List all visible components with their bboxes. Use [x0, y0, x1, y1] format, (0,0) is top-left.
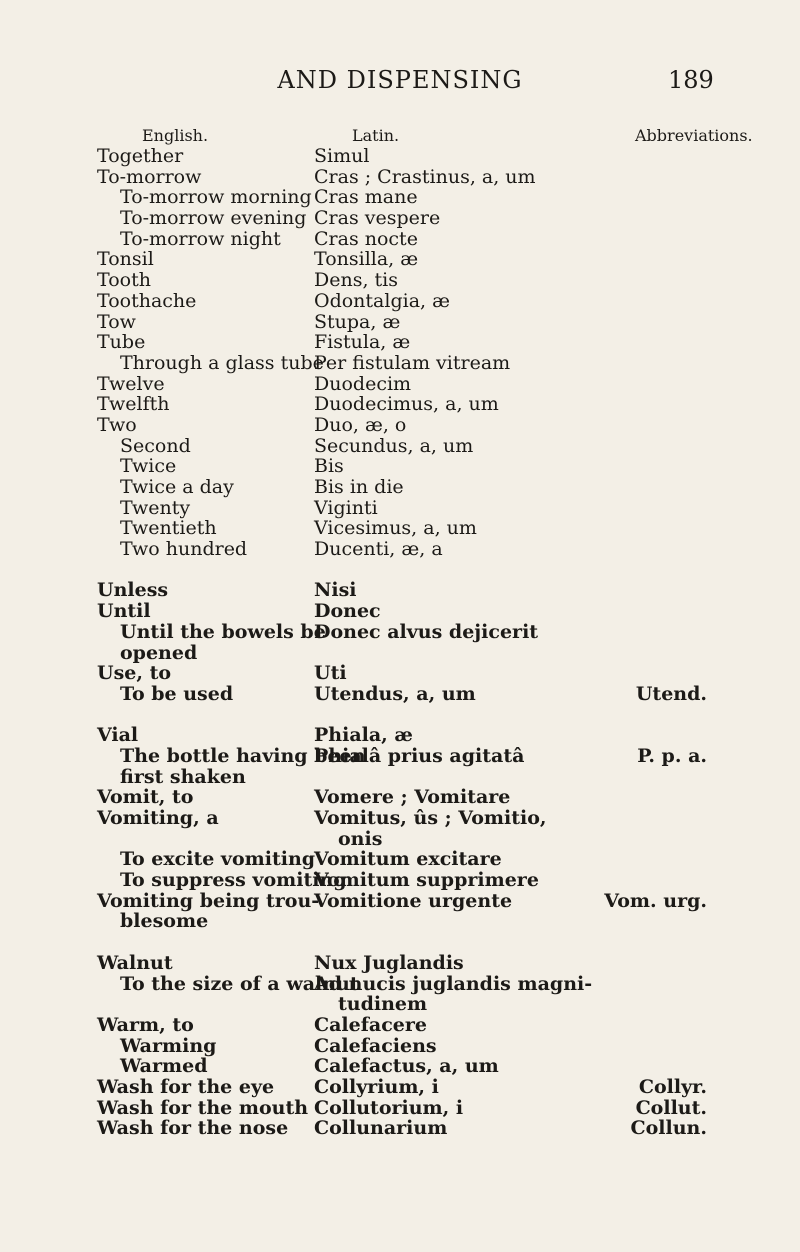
- english-term: Two hundred: [120, 538, 248, 561]
- english-term: first shaken: [120, 765, 246, 788]
- latin-term: Vomitus, ûs ; Vomitio,: [314, 807, 547, 829]
- latin-term: Dens, tis: [314, 269, 399, 292]
- english-term: Twelve: [97, 372, 165, 395]
- latin-term: Simul: [314, 145, 370, 167]
- latin-term: Vomitum excitare: [314, 848, 502, 871]
- english-term: Until the bowels be: [120, 620, 326, 643]
- abbreviation: Vom. urg.: [604, 889, 707, 912]
- table-row: [0, 663, 800, 684]
- latin-term: Tonsilla, æ: [314, 248, 419, 271]
- latin-term: Vomere ; Vomitare: [314, 786, 511, 809]
- table-row: [0, 187, 800, 208]
- table-row: [0, 249, 800, 270]
- table-row: [0, 498, 800, 519]
- english-term: Tow: [97, 310, 136, 333]
- english-term: Until: [97, 600, 151, 623]
- table-row: [0, 808, 800, 829]
- latin-term: tudinem: [338, 993, 428, 1016]
- abbreviation: Collut.: [635, 1096, 707, 1119]
- group-spacer: [0, 932, 800, 953]
- english-term: Twelfth: [97, 393, 170, 416]
- table-row: [0, 518, 800, 539]
- table-row: [0, 891, 800, 912]
- latin-term: onis: [338, 827, 383, 850]
- english-term: Twice: [120, 455, 177, 478]
- english-term: Vomiting, a: [97, 807, 219, 829]
- english-term: Together: [97, 145, 184, 167]
- abbreviation: Collun.: [630, 1117, 707, 1140]
- english-term: Tube: [97, 331, 146, 354]
- english-term: To-morrow: [97, 165, 202, 188]
- english-term: Unless: [97, 579, 169, 602]
- column-heading-latin: Latin.: [352, 126, 400, 145]
- table-row: [0, 1036, 800, 1057]
- table-row: [0, 787, 800, 808]
- table-row: [0, 332, 800, 353]
- vocabulary-table: [0, 146, 800, 1139]
- latin-term: Secundus, a, um: [314, 434, 474, 457]
- abbreviation: P. p. a.: [637, 744, 707, 767]
- table-row: [0, 291, 800, 312]
- english-term: Vomiting being trou-: [97, 889, 320, 912]
- latin-term: Uti: [314, 662, 347, 685]
- latin-term: Duodecimus, a, um: [314, 393, 499, 416]
- english-term: Tonsil: [97, 248, 154, 271]
- table-row: [0, 1118, 800, 1139]
- table-row: [0, 622, 800, 643]
- english-term: To-morrow evening: [120, 207, 307, 230]
- english-term: To suppress vomiting: [120, 869, 347, 892]
- table-row: [0, 849, 800, 870]
- english-term: Vial: [97, 724, 139, 747]
- table-row: [0, 270, 800, 291]
- english-term: Twenty: [120, 496, 191, 519]
- latin-term: Collunarium: [314, 1117, 448, 1140]
- table-row: [0, 456, 800, 477]
- column-heading-abbreviations: Abbreviations.: [635, 126, 753, 145]
- abbreviation: Collyr.: [638, 1075, 707, 1098]
- english-term: To excite vomiting: [120, 848, 316, 871]
- latin-term: Fistula, æ: [314, 331, 411, 354]
- table-row: [0, 312, 800, 333]
- table-row: [0, 1098, 800, 1119]
- latin-term: Vomitione urgente: [314, 889, 513, 912]
- english-term: To-morrow morning: [120, 186, 312, 209]
- english-term: Two: [97, 413, 137, 436]
- table-row: [0, 539, 800, 560]
- table-row: [0, 1077, 800, 1098]
- latin-term: Calefactus, a, um: [314, 1055, 499, 1078]
- english-term: Vomit, to: [97, 786, 194, 809]
- group-spacer: [0, 705, 800, 726]
- table-row: [0, 994, 800, 1015]
- english-term: Warmed: [120, 1055, 208, 1078]
- latin-term: Stupa, æ: [314, 310, 401, 333]
- english-term: The bottle having been: [120, 744, 366, 767]
- english-term: opened: [120, 641, 198, 664]
- table-row: [0, 353, 800, 374]
- english-term: Toothache: [97, 289, 197, 312]
- english-term: To the size of a walnut: [120, 972, 359, 995]
- latin-term: Phiala, æ: [314, 724, 413, 747]
- table-row: [0, 953, 800, 974]
- english-term: Wash for the mouth: [97, 1096, 309, 1119]
- table-row: [0, 974, 800, 995]
- latin-term: Cras nocte: [314, 227, 418, 250]
- latin-term: Bis in die: [314, 476, 404, 498]
- latin-term: Viginti: [314, 496, 378, 519]
- english-term: Warm, to: [97, 1013, 194, 1036]
- latin-term: Nux Juglandis: [314, 951, 464, 974]
- table-row: [0, 208, 800, 229]
- english-term: Twentieth: [120, 517, 217, 540]
- english-term: blesome: [120, 910, 209, 933]
- english-term: Warming: [120, 1034, 217, 1057]
- latin-term: Duo, æ, o: [314, 413, 407, 436]
- latin-term: Bis: [314, 455, 344, 478]
- table-row: [0, 643, 800, 664]
- running-title: AND DISPENSING: [277, 66, 523, 94]
- table-row: [0, 477, 800, 498]
- table-row: [0, 580, 800, 601]
- latin-term: Calefacere: [314, 1013, 427, 1036]
- latin-term: Donec: [314, 600, 381, 623]
- english-term: To be used: [120, 682, 234, 705]
- table-row: [0, 146, 800, 167]
- english-term: Use, to: [97, 662, 172, 685]
- page-header: [0, 66, 800, 98]
- latin-term: Per fistulam vitream: [314, 351, 511, 374]
- table-row: [0, 1056, 800, 1077]
- table-row: [0, 911, 800, 932]
- group-spacer: [0, 560, 800, 581]
- english-term: Twice a day: [120, 476, 234, 498]
- english-term: Walnut: [97, 951, 173, 974]
- table-row: [0, 601, 800, 622]
- latin-term: Donec alvus dejicerit: [314, 620, 539, 643]
- table-row: [0, 436, 800, 457]
- latin-term: Vomitum supprimere: [314, 869, 539, 892]
- table-row: [0, 725, 800, 746]
- latin-term: Nisi: [314, 579, 357, 602]
- latin-term: Collutorium, i: [314, 1096, 464, 1119]
- english-term: Through a glass tube: [120, 351, 324, 374]
- latin-term: Utendus, a, um: [314, 682, 476, 705]
- table-row: [0, 167, 800, 188]
- english-term: Tooth: [97, 269, 151, 292]
- latin-term: Calefaciens: [314, 1034, 437, 1057]
- latin-term: Collyrium, i: [314, 1075, 439, 1098]
- english-term: Wash for the eye: [97, 1075, 275, 1098]
- latin-term: Cras mane: [314, 186, 418, 209]
- table-row: [0, 767, 800, 788]
- english-term: Wash for the nose: [97, 1117, 289, 1140]
- table-row: [0, 374, 800, 395]
- english-term: Second: [120, 434, 191, 457]
- english-term: To-morrow night: [120, 227, 281, 250]
- latin-term: Cras ; Crastinus, a, um: [314, 165, 536, 188]
- latin-term: Phialâ prius agitatâ: [314, 744, 525, 767]
- abbreviation: Utend.: [635, 682, 707, 705]
- table-row: [0, 229, 800, 250]
- table-row: [0, 870, 800, 891]
- table-row: [0, 415, 800, 436]
- table-row: [0, 394, 800, 415]
- table-row: [0, 1015, 800, 1036]
- column-heading-english: English.: [142, 126, 209, 145]
- latin-term: Ad nucis juglandis magni-: [314, 972, 593, 995]
- latin-term: Cras vespere: [314, 207, 441, 230]
- latin-term: Ducenti, æ, a: [314, 538, 443, 561]
- table-row: [0, 684, 800, 705]
- page-number: 189: [668, 66, 714, 94]
- latin-term: Odontalgia, æ: [314, 289, 450, 312]
- latin-term: Duodecim: [314, 372, 412, 395]
- latin-term: Vicesimus, a, um: [314, 517, 477, 540]
- table-row: [0, 746, 800, 767]
- table-row: [0, 829, 800, 850]
